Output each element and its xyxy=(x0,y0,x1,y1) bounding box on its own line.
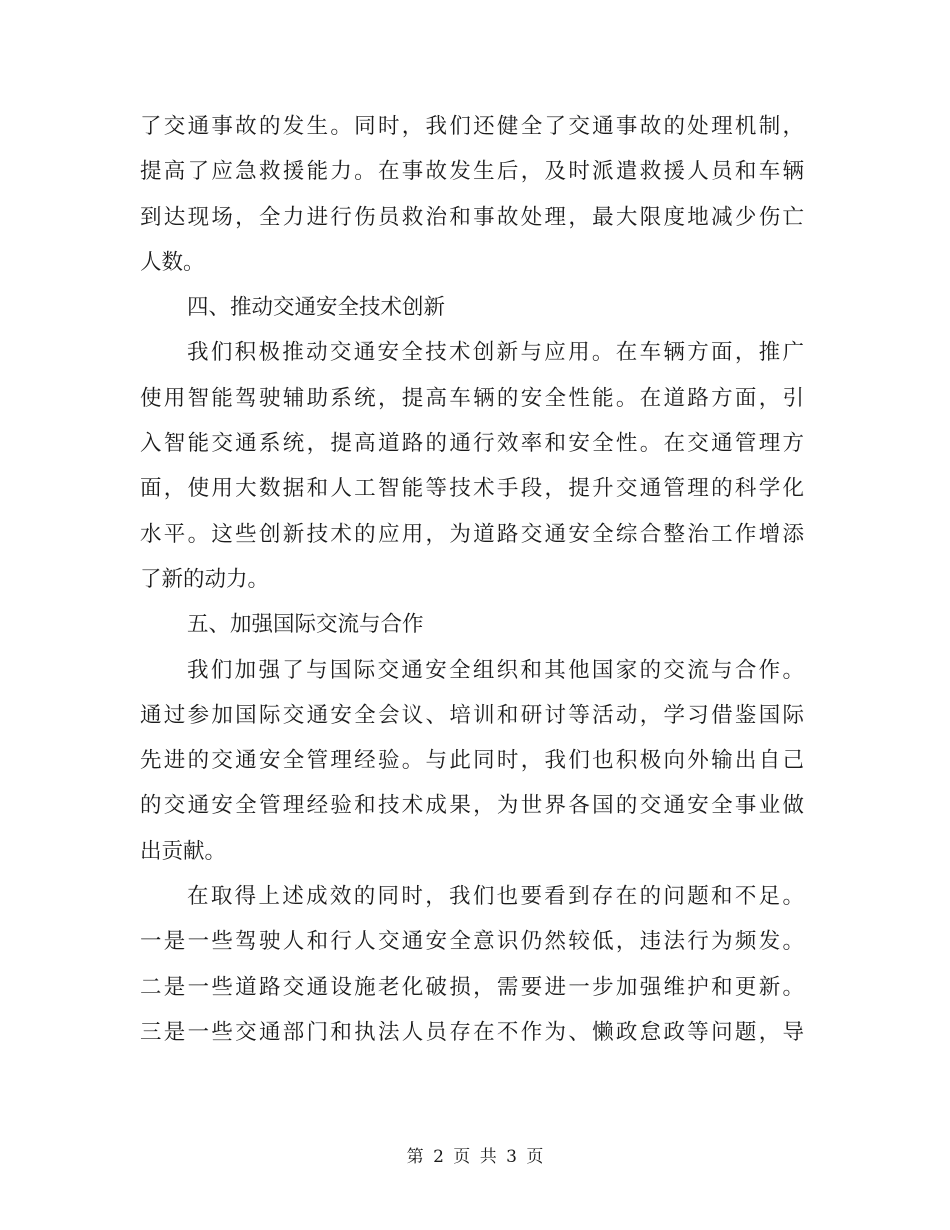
text-line: 水平。这些创新技术的应用，为道路交通安全综合整治工作增添 xyxy=(140,521,804,547)
text-line: 面，使用大数据和人工智能等技术手段，提升交通管理的科学化 xyxy=(140,476,804,502)
paragraph-first-line: 我们加强了与国际交通安全组织和其他国家的交流与合作。 xyxy=(187,657,804,683)
text-line: 出贡献。 xyxy=(140,838,227,864)
text-line: 到达现场，全力进行伤员救治和事故处理，最大限度地减少伤亡 xyxy=(140,204,804,230)
text-line: 了新的动力。 xyxy=(140,566,270,592)
paragraph-first-line: 我们积极推动交通安全技术创新与应用。在车辆方面，推广 xyxy=(187,340,804,366)
paragraph-first-line: 在取得上述成效的同时，我们也要看到存在的问题和不足。 xyxy=(187,884,804,910)
text-line: 提高了应急救援能力。在事故发生后，及时派遣救援人员和车辆 xyxy=(140,159,804,185)
text-line: 入智能交通系统，提高道路的通行效率和安全性。在交通管理方 xyxy=(140,431,804,457)
text-line: 的交通安全管理经验和技术成果，为世界各国的交通安全事业做 xyxy=(140,793,804,819)
document-body xyxy=(140,104,804,1055)
text-line: 人数。 xyxy=(140,249,205,275)
text-line: 通过参加国际交通安全会议、培训和研讨等活动，学习借鉴国际 xyxy=(140,702,804,728)
page-number-footer: 第 2 页 共 3 页 xyxy=(406,1147,544,1167)
section-heading-4: 四、推动交通安全技术创新 xyxy=(187,295,446,321)
text-line: 了交通事故的发生。同时，我们还健全了交通事故的处理机制， xyxy=(140,114,804,139)
text-line: 二是一些道路交通设施老化破损，需要进一步加强维护和更新。 xyxy=(140,974,804,1000)
text-line: 先进的交通安全管理经验。与此同时，我们也积极向外输出自己 xyxy=(140,748,804,774)
text-line: 三是一些交通部门和执法人员存在不作为、懒政怠政等问题，导 xyxy=(140,1019,804,1045)
text-line: 一是一些驾驶人和行人交通安全意识仍然较低，违法行为频发。 xyxy=(140,929,804,955)
text-line: 使用智能驾驶辅助系统，提高车辆的安全性能。在道路方面，引 xyxy=(140,385,804,411)
section-heading-5: 五、加强国际交流与合作 xyxy=(187,612,424,638)
